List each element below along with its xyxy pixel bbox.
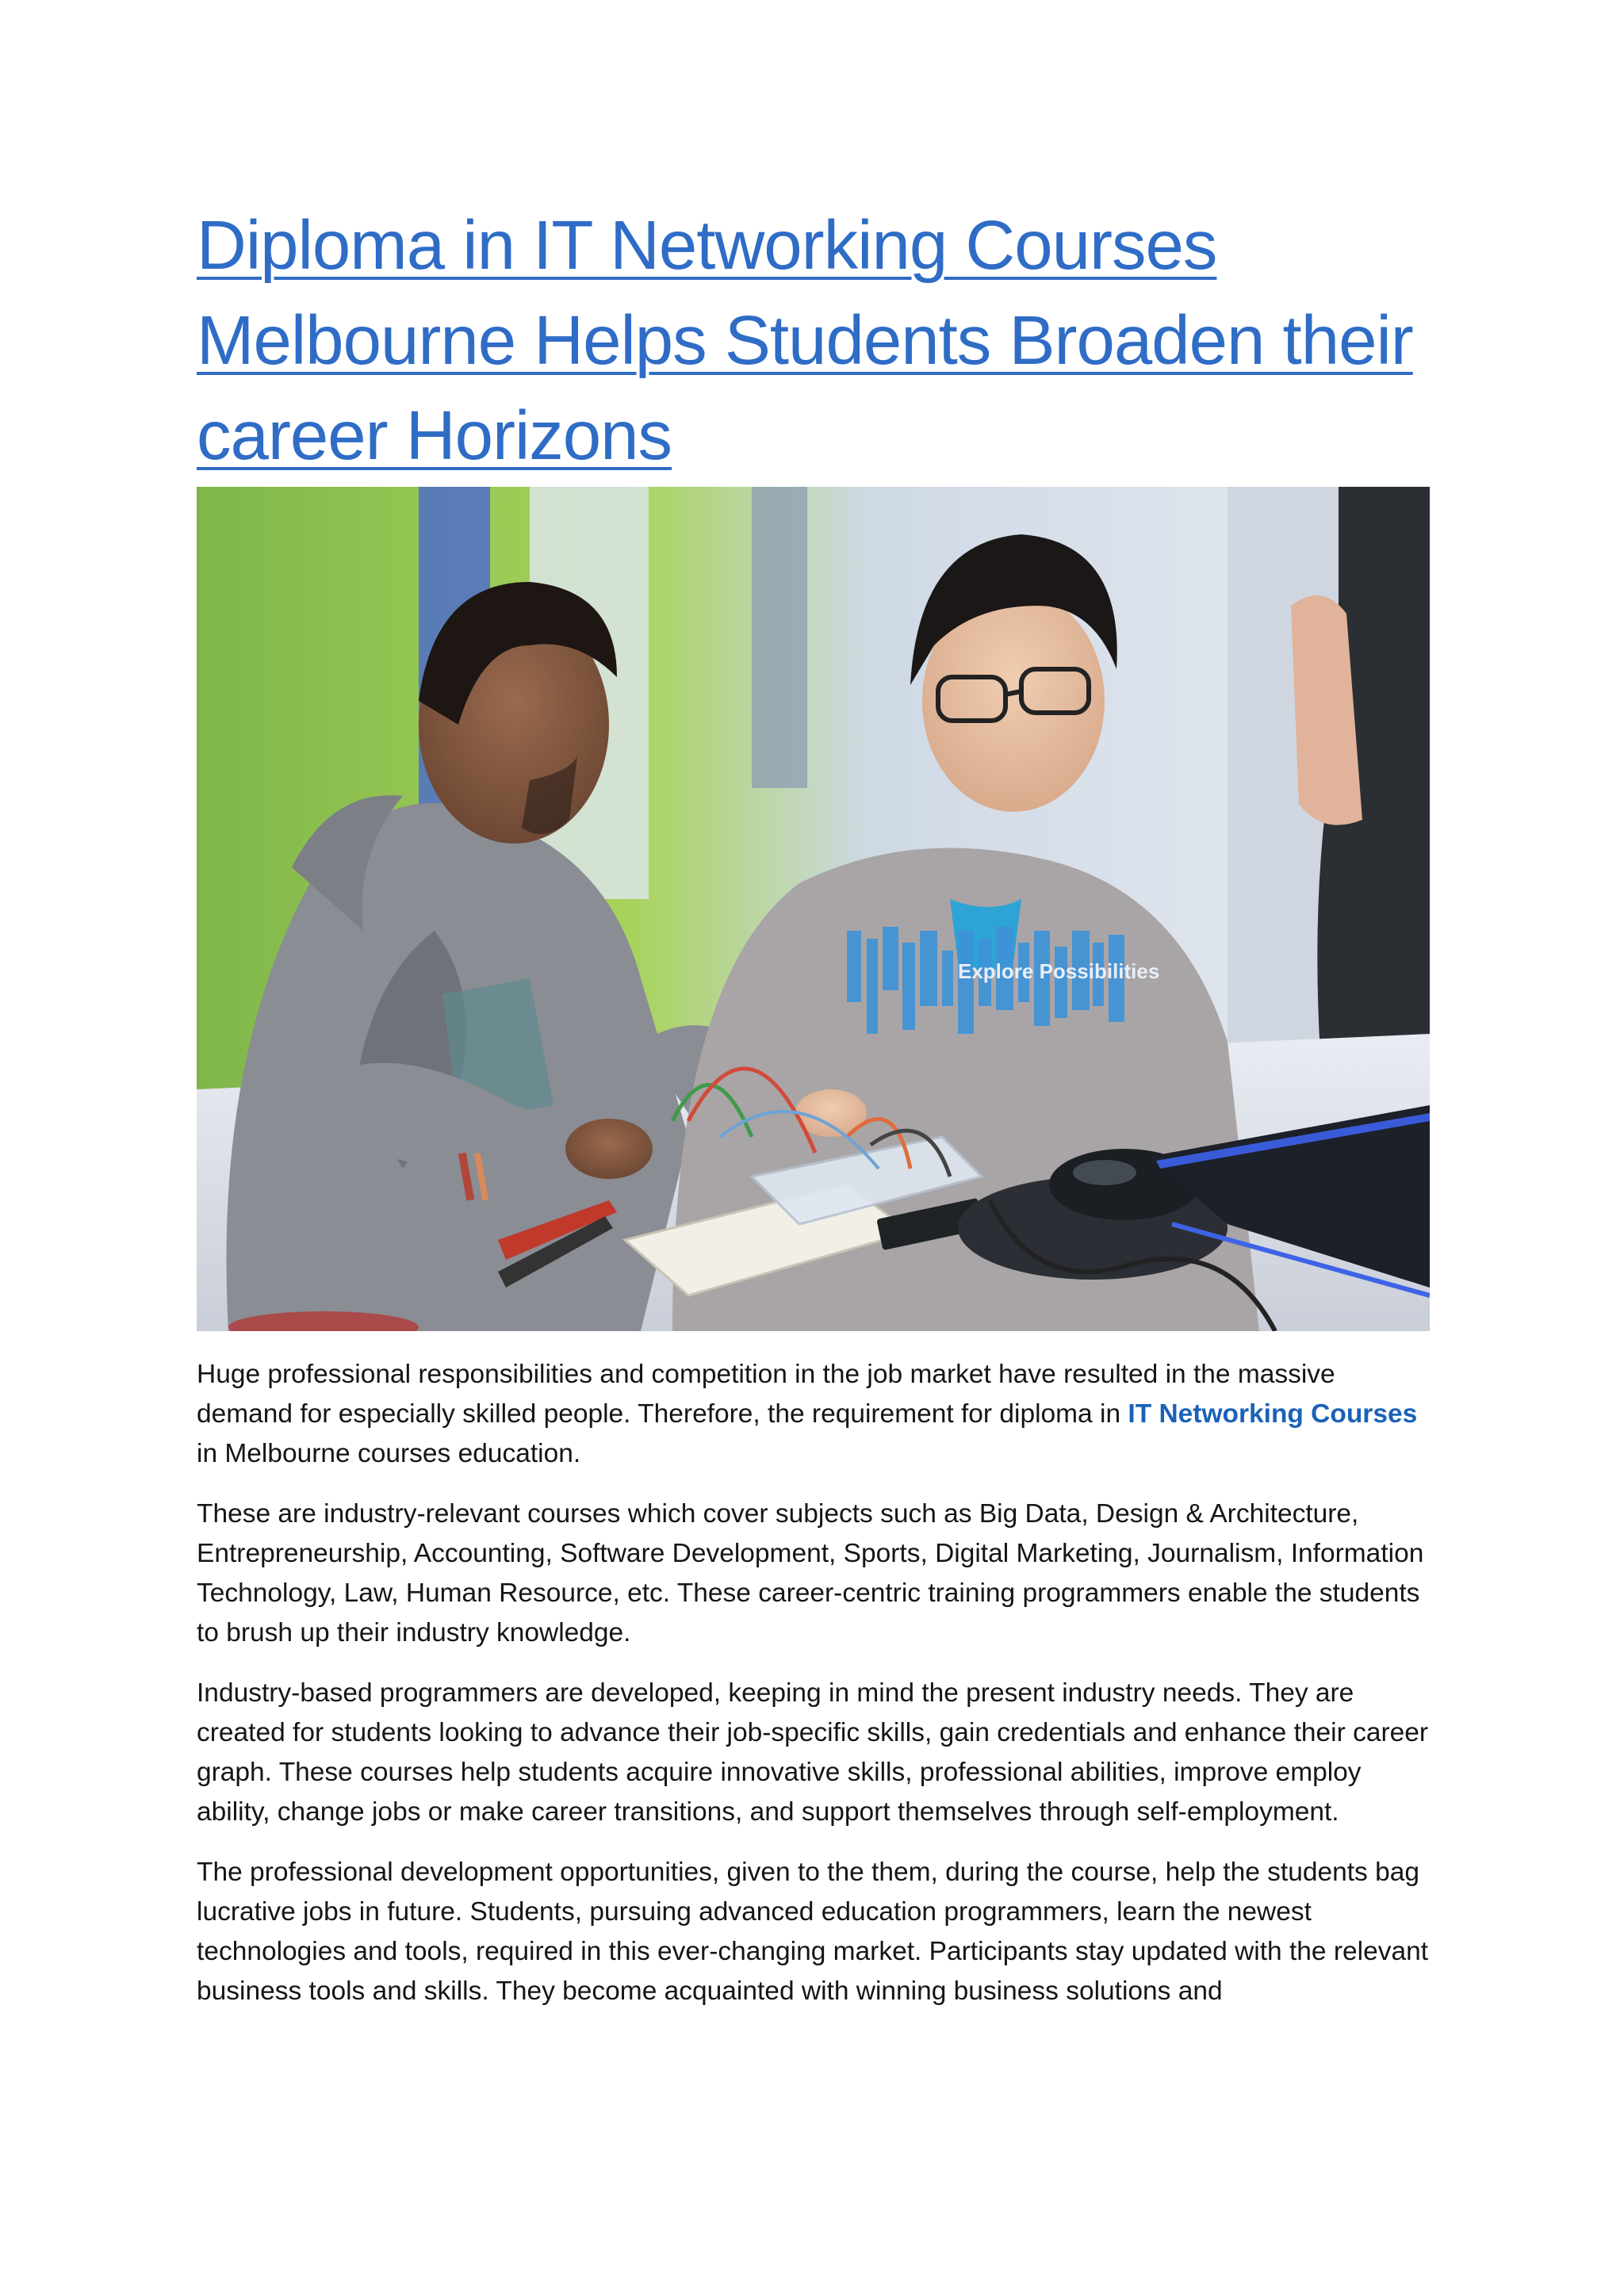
paragraph-4: The professional development opportunities, given to the them, during the course, help the students bag lucrative jobs in future. Students, pursuing advanced education programmers, learn the newest technologies and tools, required in this ever-changing market. Participants stay updated with the relevant business tools and skills. They become acquainted with winning business solutions and	[197, 1858, 1429, 2006]
hero-photo	[197, 487, 1430, 1331]
paragraph-2: These are industry-relevant courses which cover subjects such as Big Data, Design & Architecture, Entrepreneurship, Accounting, Software Development, Sports, Digital Marketing, Journalism, Information Technology, Law, Human Resource, etc. These career-centric training programmers enable the students to brush up their industry knowledge.	[197, 1499, 1424, 1647]
paragraph-3: Industry-based programmers are developed, keeping in mind the present industry needs. They are created for students looking to advance their job-specific skills, gain credentials and enhance their career graph. These courses help students acquire innovative skills, professional abilities, improve employ ability, change jobs or make career transitions, and support themselves through self-employment.	[197, 1678, 1429, 1827]
shirt-print-text: Explore Possibilities	[958, 959, 1160, 983]
title-link[interactable]: Diploma in IT Networking Courses Melbourne Helps Students Broaden their career Horizons	[197, 207, 1413, 474]
paragraph-1	[197, 1355, 1430, 1474]
paragraph-1-after: in Melbourne courses education.	[197, 1439, 581, 1468]
article-title	[197, 198, 1430, 484]
article-body	[197, 1355, 1430, 2011]
paragraph-1-before: Huge professional responsibilities and competition in the job market have resulted in the massive demand for especially skilled people. Therefore, the requirement for diploma in	[197, 1360, 1335, 1429]
it-networking-courses-link[interactable]: IT Networking Courses	[1128, 1399, 1418, 1429]
article	[197, 198, 1430, 2032]
students-photo-illustration	[197, 487, 1430, 1331]
